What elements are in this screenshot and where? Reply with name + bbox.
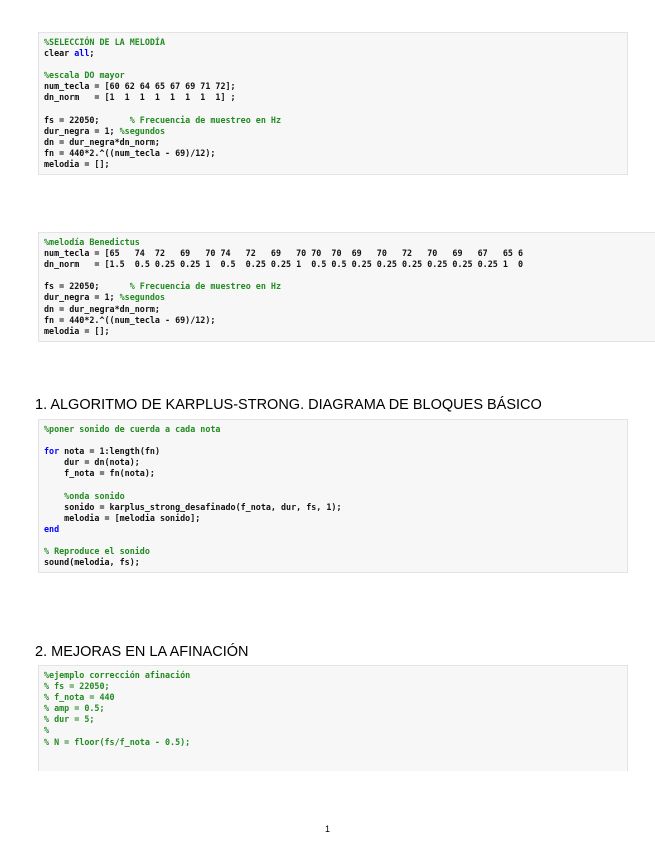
code-comment: % f_nota = 440 [44,692,115,703]
code-text: fs = 22050; [44,281,130,292]
code-keyword: for [44,446,60,457]
code-block-karplus-loop [38,419,628,573]
code-line [44,248,655,259]
code-line [44,270,655,281]
code-comment: %melodía Benedictus [44,237,140,247]
code-comment: % [44,725,50,736]
code-text [44,491,64,501]
code-text: dur_negra = 1; [44,125,120,136]
code-line [44,104,627,115]
code-line [44,148,627,159]
page-number: 1 [324,824,330,834]
code-block-melodia-benedictus [38,232,655,342]
code-text: dur_negra = 1; [44,292,120,303]
code-comment: %escala DO mayor [44,70,125,81]
code-block-ejemplo-afinacion [38,665,628,771]
code-text: nota = 1:length(fn) [59,446,160,457]
code-line [44,326,655,337]
code-text: melodia = []; [44,325,110,336]
code-line [44,281,655,292]
code-block-seleccion-melodia [38,32,628,175]
code-line [44,524,627,535]
code-line [44,535,627,546]
code-text: dn = dur_negra*dn_norm; [44,303,160,314]
code-line [44,737,627,748]
code-text: sound(melodia, fs); [44,557,140,568]
code-comment: %ejemplo corrección afinación [44,670,191,680]
code-line [44,468,627,479]
code-line [44,457,627,468]
code-line [44,546,627,557]
code-line [44,48,627,59]
code-comment: %segundos [119,292,166,303]
code-line [44,491,627,502]
code-comment: %poner sonido de cuerda a cada nota [44,424,221,434]
code-text: dur = dn(nota); [44,457,140,468]
code-text: sonido = karplus_strong_desafinado(f_nota, dur, fs, 1); [44,501,342,512]
code-comment: %SELECCIÓN DE LA MELODÍA [44,37,166,47]
code-line [44,159,627,170]
code-text: fn = 440*2.^((num_tecla - 69)/12); [44,314,216,325]
code-line [44,115,627,126]
code-comment: % fs = 22050; [44,681,110,692]
code-line [44,292,655,303]
code-comment: % amp = 0.5; [44,703,105,714]
code-line [44,259,655,270]
code-text: melodia = [melodia sonido]; [44,512,201,523]
code-line [44,703,627,714]
code-line [44,681,627,692]
code-line [44,670,627,681]
code-line [44,92,627,103]
code-line [44,513,627,524]
code-text: dn_norm = [1 1 1 1 1 1 1 1] ; [44,92,236,103]
code-line [44,37,627,48]
code-text: num_tecla = [65 74 72 69 70 74 72 69 70 70 70 69 70 72 70 69 67 65 6 [44,248,524,259]
code-line [44,557,627,568]
code-line [44,304,655,315]
code-text: clear [44,48,75,59]
code-comment: %onda sonido [64,490,125,501]
code-keyword: all [74,48,90,59]
code-comment: % Reproduce el sonido [44,546,150,557]
code-text: ; [89,48,95,59]
section-heading-karplus-strong: 1. ALGORITMO DE KARPLUS-STRONG. DIAGRAMA DE BLOQUES BÁSICO [35,397,542,413]
code-line [44,59,627,70]
code-text: dn_norm = [1.5 0.5 0.25 0.25 1 0.5 0.25 0.25 1 0.5 0.5 0.25 0.25 0.25 0.25 0.25 0.25 1 0 [44,259,524,270]
code-line [44,725,627,736]
code-line [44,137,627,148]
code-text: num_tecla = [60 62 64 65 67 69 71 72]; [44,81,236,92]
code-line [44,714,627,725]
code-comment: % N = floor(fs/f_nota - 0.5); [44,736,191,747]
code-text: melodia = []; [44,159,110,170]
code-line [44,81,627,92]
code-line [44,237,655,248]
code-line [44,479,627,490]
code-comment: % Frecuencia de muestreo en Hz [129,281,281,292]
code-comment: % dur = 5; [44,714,95,725]
code-line [44,692,627,703]
code-comment: %segundos [119,125,166,136]
code-text: fn = 440*2.^((num_tecla - 69)/12); [44,147,216,158]
code-keyword: end [44,523,60,534]
code-line [44,424,627,435]
code-line [44,315,655,326]
code-text: dn = dur_negra*dn_norm; [44,136,160,147]
code-line [44,446,627,457]
code-line [44,126,627,137]
code-comment: % Frecuencia de muestreo en Hz [129,114,281,125]
code-text: f_nota = fn(nota); [44,468,155,479]
code-line [44,435,627,446]
section-heading-mejoras-afinacion: 2. MEJORAS EN LA AFINACIÓN [35,644,249,660]
code-line [44,502,627,513]
code-text: fs = 22050; [44,114,130,125]
code-line [44,70,627,81]
